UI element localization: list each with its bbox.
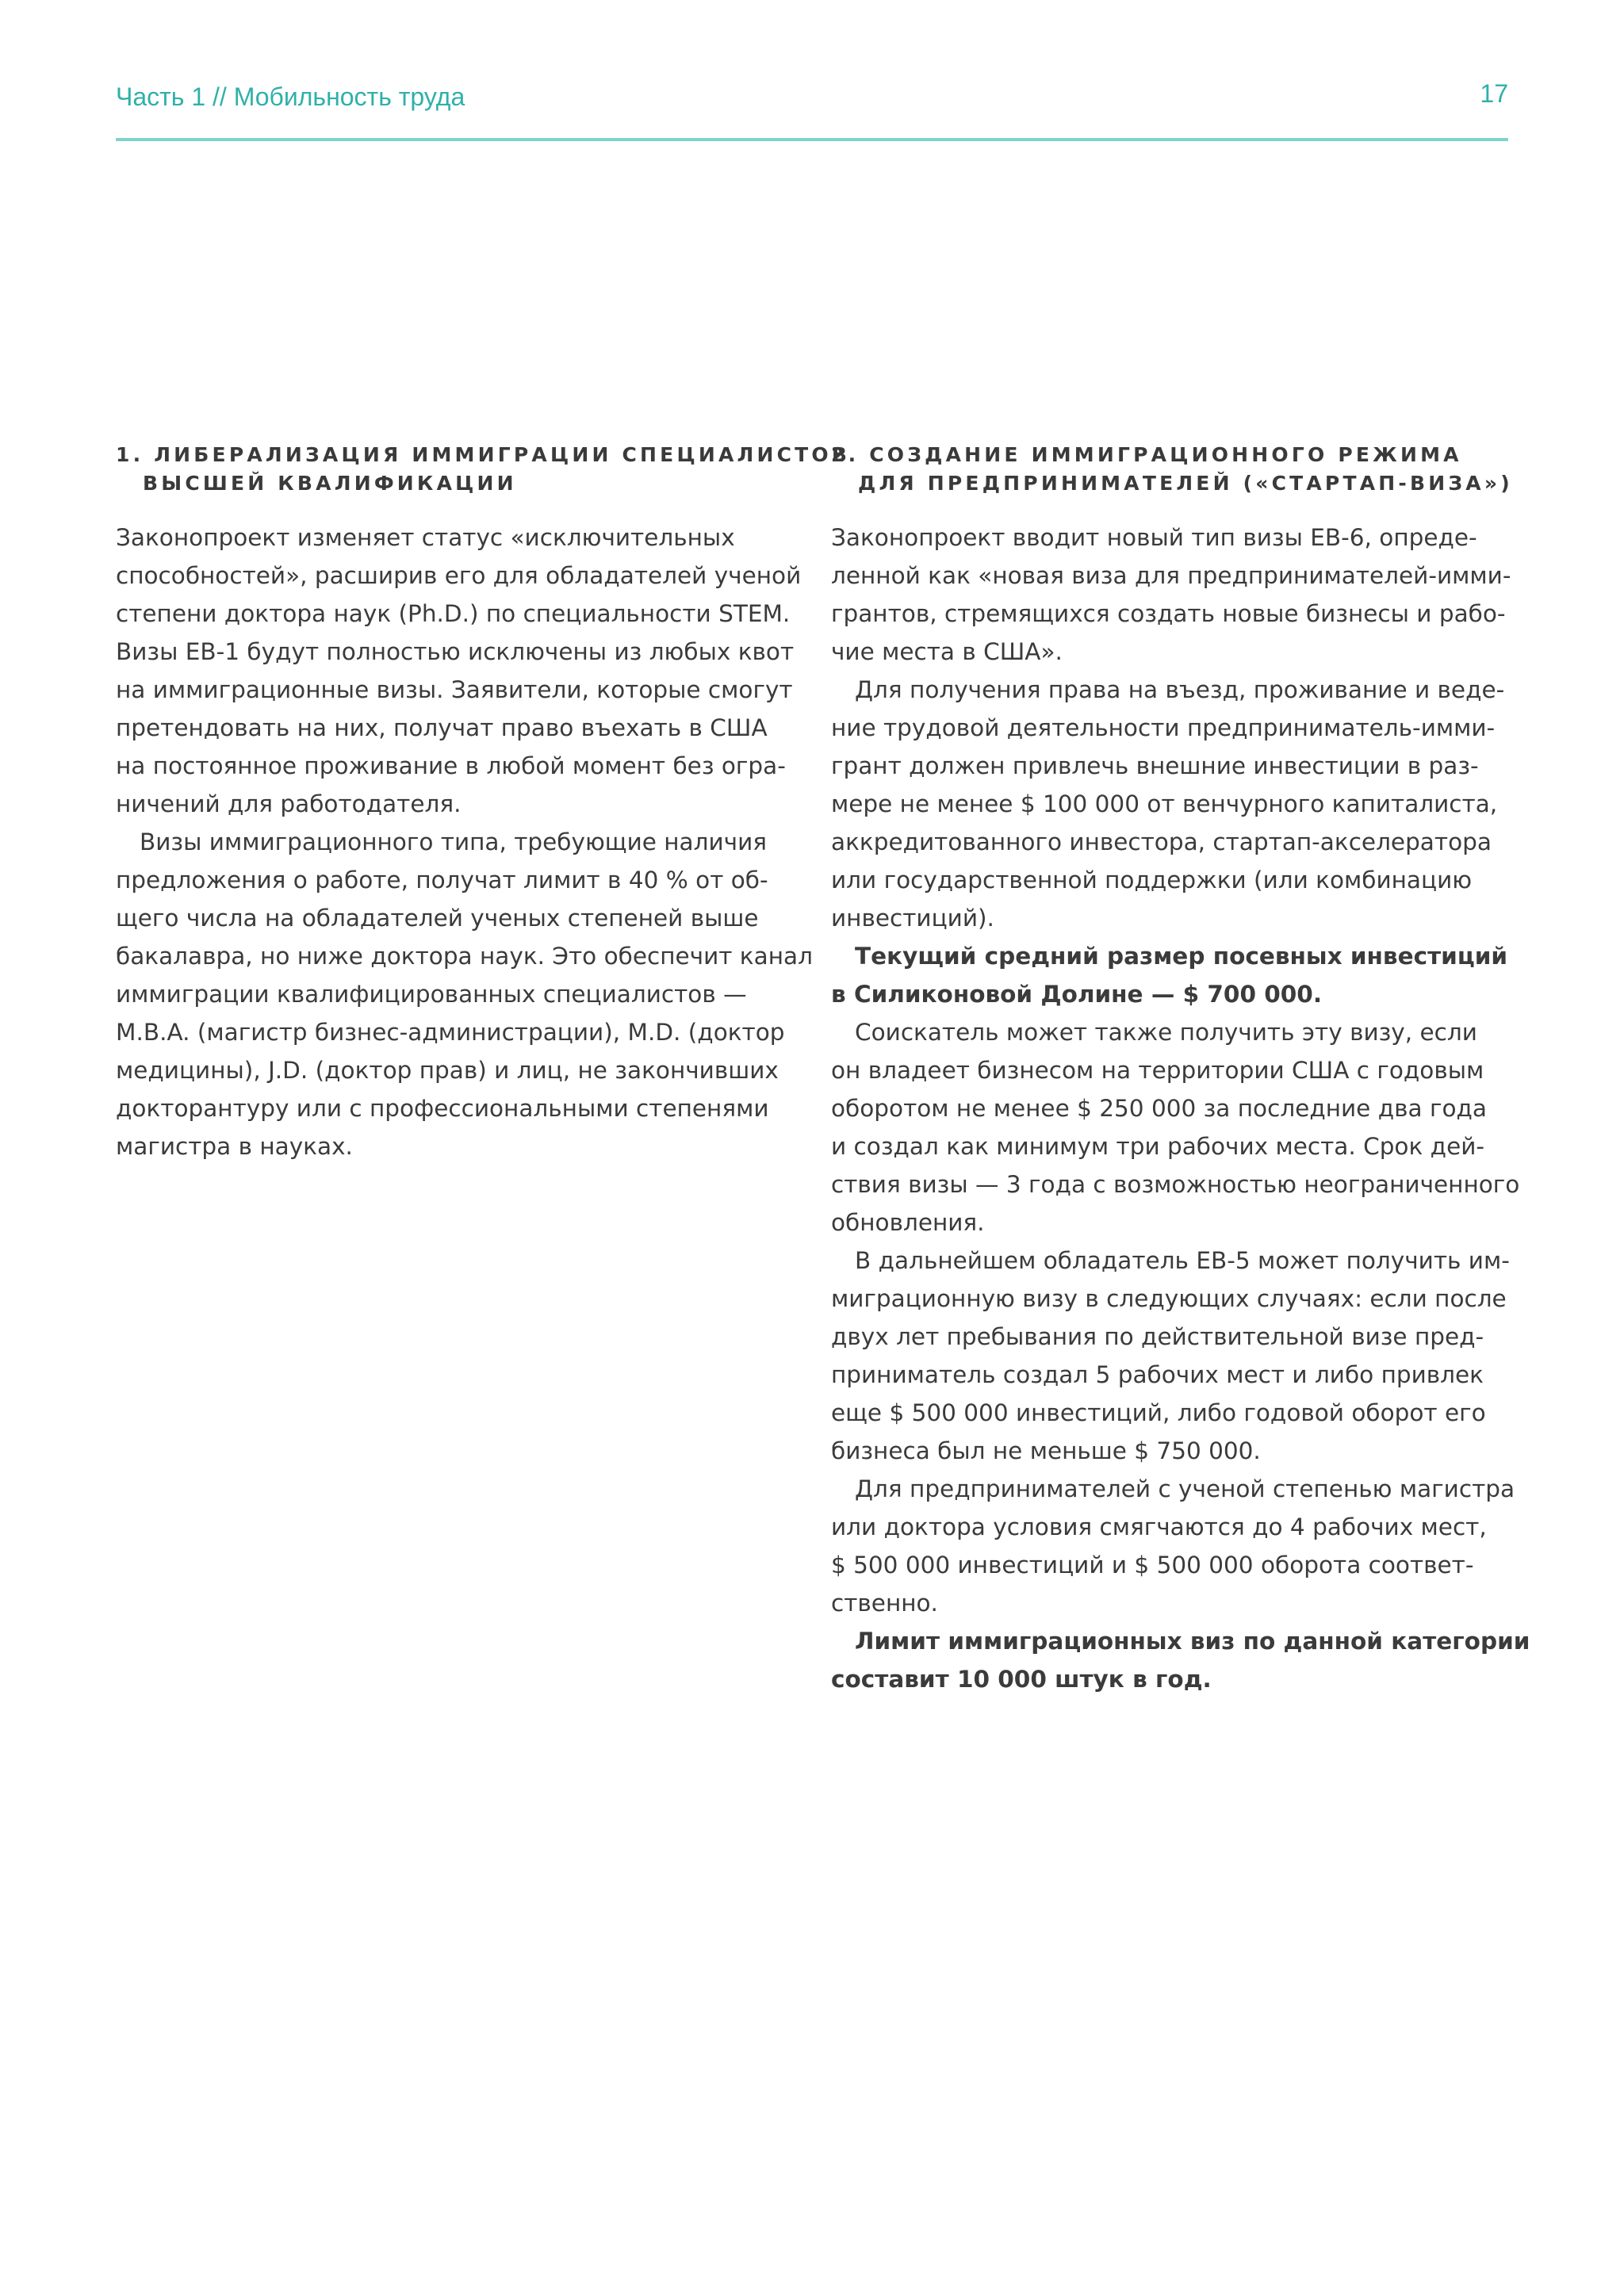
- text-line: Визы EB-1 будут полностью исключены из любых квот: [116, 638, 795, 665]
- text-line: бизнеса был не меньше $ 750 000.: [831, 1437, 1261, 1464]
- text-line: бакалавра, но ниже доктора наук. Это обеспечит канал: [116, 943, 813, 970]
- text-line: претендовать на них, получат право въехать в США: [116, 714, 768, 741]
- text-line: иммиграции квалифицированных специалистов —: [116, 981, 747, 1008]
- text-line: аккредитованного инвестора, стартап-акселератора: [831, 828, 1492, 855]
- page-header: [116, 76, 1508, 141]
- section-title-2-line1: 2. СОЗДАНИЕ ИММИГРАЦИОННОГО РЕЖИМА: [831, 443, 1462, 466]
- text-line: $ 500 000 инвестиций и $ 500 000 оборота соответ-: [831, 1552, 1474, 1578]
- text-line: грантов, стремящихся создать новые бизнесы и рабо-: [831, 600, 1506, 627]
- text-line: он владеет бизнесом на территории США с годовым: [831, 1057, 1484, 1084]
- section-title-2: [831, 441, 1513, 498]
- text-line: мере не менее $ 100 000 от венчурного капиталиста,: [831, 790, 1498, 817]
- text-line: на иммиграционные визы. Заявители, которые смогут: [116, 676, 793, 703]
- highlight-line: Текущий средний размер посевных инвестиций: [855, 943, 1508, 970]
- section-1-body: [116, 519, 813, 1165]
- text-line: или доктора условия смягчаются до 4 рабочих мест,: [831, 1513, 1487, 1540]
- text-line: M.B.A. (магистр бизнес-администрации), M.D. (доктор: [116, 1019, 785, 1046]
- section-title-1-line2: ВЫСШЕЙ КВАЛИФИКАЦИИ: [143, 472, 517, 495]
- section-2-body: [831, 519, 1530, 1698]
- text-line: миграционную визу в следующих случаях: если после: [831, 1285, 1507, 1312]
- text-line: или государственной поддержки (или комбинацию: [831, 867, 1473, 894]
- left-column: [116, 441, 851, 1165]
- section-title-2-line2: ДЛЯ ПРЕДПРИНИМАТЕЛЕЙ («СТАРТАП-ВИЗА»): [858, 472, 1513, 495]
- text-line: медицины), J.D. (доктор прав) и лиц, не закончивших: [116, 1057, 779, 1084]
- text-line: ничений для работодателя.: [116, 790, 462, 817]
- section-title-1-line1: 1. ЛИБЕРАЛИЗАЦИЯ ИММИГРАЦИИ СПЕЦИАЛИСТОВ: [116, 443, 851, 466]
- text-line: способностей», расширив его для обладателей ученой: [116, 562, 802, 589]
- text-line: еще $ 500 000 инвестиций, либо годовой оборот его: [831, 1399, 1486, 1426]
- highlight-line: составит 10 000 штук в год.: [831, 1666, 1212, 1693]
- text-line: предложения о работе, получат лимит в 40 % от об-: [116, 867, 768, 894]
- page-number: 17: [1480, 79, 1508, 108]
- text-line: ственно.: [831, 1590, 938, 1617]
- text-line: Для предпринимателей с ученой степенью магистра: [855, 1475, 1515, 1502]
- right-column: [831, 441, 1530, 1698]
- section-title-1: [116, 441, 851, 498]
- text-line: двух лет пребывания по действительной визе пред-: [831, 1323, 1484, 1350]
- text-line: оборотом не менее $ 250 000 за последние два года: [831, 1095, 1487, 1122]
- text-line: Законопроект изменяет статус «исключительных: [116, 524, 735, 551]
- text-line: магистра в науках.: [116, 1133, 353, 1160]
- text-line: Законопроект вводит новый тип визы EB-6, опреде-: [831, 524, 1477, 551]
- text-line: щего числа на обладателей ученых степеней выше: [116, 905, 759, 932]
- text-line: и создал как минимум три рабочих места. Срок дей-: [831, 1133, 1485, 1160]
- text-line: Соискатель может также получить эту визу, если: [855, 1019, 1477, 1046]
- text-line: докторантуру или с профессиональными степенями: [116, 1095, 769, 1122]
- text-line: степени доктора наук (Ph.D.) по специальности STEM.: [116, 600, 791, 627]
- text-line: Визы иммиграционного типа, требующие наличия: [140, 828, 768, 855]
- highlight-line: Лимит иммиграционных виз по данной категории: [855, 1628, 1530, 1655]
- text-line: приниматель создал 5 рабочих мест и либо привлек: [831, 1361, 1484, 1388]
- running-title: Часть 1 // Мобильность труда: [116, 82, 465, 111]
- text-line: ленной как «новая виза для предпринимателей-имми-: [831, 562, 1511, 589]
- text-line: чие места в США».: [831, 638, 1063, 665]
- text-line: ние трудовой деятельности предприниматель-имми-: [831, 714, 1496, 741]
- text-line: Для получения права на въезд, проживание и веде-: [855, 676, 1505, 703]
- text-line: обновления.: [831, 1209, 985, 1236]
- text-line: ствия визы — 3 года с возможностью неограниченного: [831, 1171, 1520, 1198]
- highlight-line: в Силиконовой Долине — $ 700 000.: [831, 981, 1323, 1008]
- text-line: грант должен привлечь внешние инвестиции в раз-: [831, 752, 1479, 779]
- text-line: В дальнейшем обладатель EB-5 может получить им-: [855, 1247, 1510, 1274]
- text-line: инвестиций).: [831, 905, 994, 932]
- text-line: на постоянное проживание в любой момент без огра-: [116, 752, 786, 779]
